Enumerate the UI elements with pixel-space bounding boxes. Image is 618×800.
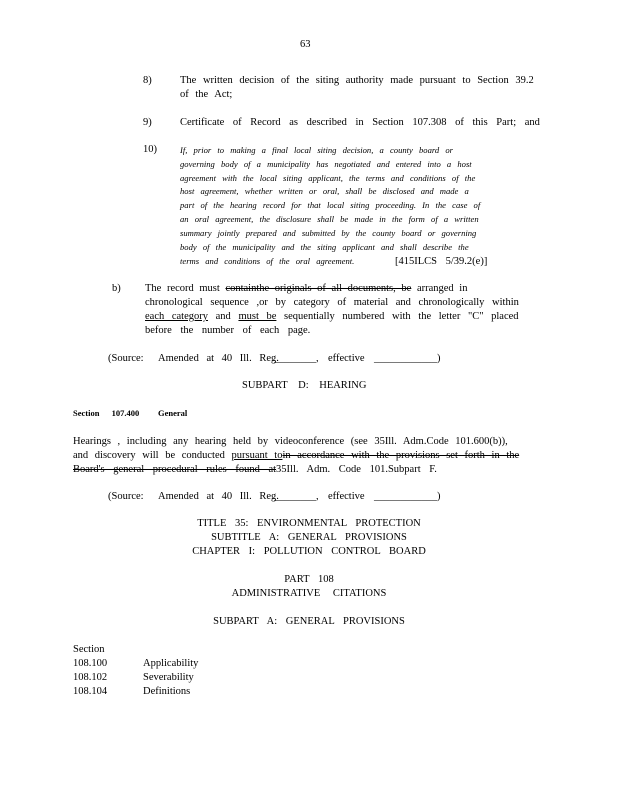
item-b-inserted-text: each category [145, 311, 209, 322]
section-list-number: 108.104 [73, 686, 108, 697]
item-b-deleted-text: containthe originals of all documents, be [225, 283, 412, 294]
hearings-line2 [73, 449, 519, 462]
source-effective: effective [328, 353, 365, 364]
item-b-text: sequentially numbered with the letter "C" placed [276, 311, 519, 322]
section-list-number: 108.100 [73, 658, 108, 669]
item-8-line2: of the Act; [180, 89, 233, 100]
item-b-text: The record must [145, 283, 226, 294]
item-b-number: b) [112, 283, 121, 294]
item-b-line1 [145, 282, 467, 295]
item-b-text: arranged in [411, 283, 468, 294]
section-list-title: Severability [143, 672, 194, 683]
item-b-inserted-text: must be [238, 311, 277, 322]
item-9-line1: Certificate of Record as described in Section 107.308 of this Part; and [180, 117, 540, 128]
item-10-line: part of the hearing record for that local siting proceeding. In the case of [180, 200, 481, 210]
hearings-text: 35Ill. Adm. Code 101.Subpart F. [276, 464, 437, 475]
item-10-line: governing body of a municipality has negotiated and entered into a host [180, 159, 472, 169]
source-register-blank: ________, [274, 491, 319, 502]
source-amended: Amended at 40 Ill. Reg. [158, 353, 279, 364]
item-8-line1: The written decision of the siting authority made pursuant to Section 39.2 [180, 75, 534, 86]
source-label: (Source: [108, 353, 144, 364]
item-b-line4: before the number of each page. [145, 325, 311, 336]
part-number: PART 108 [284, 574, 334, 585]
part-title: ADMINISTRATIVE CITATIONS [231, 588, 387, 599]
item-b-line3 [145, 310, 519, 323]
section-list-title: Definitions [143, 686, 191, 697]
page-number: 63 [300, 39, 311, 50]
item-10-line: agreement with the local siting applicant, the terms and conditions of the [180, 173, 476, 183]
section-title: General [158, 408, 188, 418]
source-date-blank: ____________) [374, 491, 441, 502]
item-10-line: an oral agreement, the disclosure shall be made in the form of a written [180, 214, 479, 224]
subpart-d-heading: SUBPART D: HEARING [242, 380, 367, 391]
section-number: Section 107.400 [73, 408, 140, 418]
hearings-deleted-text: in accordance with the provisions set forth in the [282, 450, 520, 461]
item-10-citation: [415ILCS 5/39.2(e)] [395, 256, 488, 267]
item-10-number: 10) [143, 144, 157, 155]
hearings-line3 [73, 463, 437, 476]
subpart-a-heading: SUBPART A: GENERAL PROVISIONS [213, 616, 405, 627]
section-list-heading: Section [73, 644, 105, 655]
title-line: TITLE 35: ENVIRONMENTAL PROTECTION [197, 518, 421, 529]
chapter-line: CHAPTER I: POLLUTION CONTROL BOARD [192, 546, 426, 557]
hearings-text: and discovery will be conducted [73, 450, 232, 461]
source-effective: effective [328, 491, 365, 502]
item-10-line: If, prior to making a final local siting decision, a county board or [180, 145, 454, 155]
section-list-number: 108.102 [73, 672, 108, 683]
source-amended: Amended at 40 Ill. Reg. [158, 491, 279, 502]
item-9-number: 9) [143, 117, 152, 128]
source-register-blank: ________, [274, 353, 319, 364]
hearings-inserted-text: pursuant to [231, 450, 283, 461]
item-b-line2: chronological sequence ,or by category of material and chronologically within [145, 297, 519, 308]
item-10-line: body of the municipality and the siting applicant and shall describe the [180, 242, 469, 252]
source-date-blank: ____________) [374, 353, 441, 364]
source-label: (Source: [108, 491, 144, 502]
subtitle-line: SUBTITLE A: GENERAL PROVISIONS [211, 532, 407, 543]
item-b-text: and [208, 311, 239, 322]
item-10-line: host agreement, whether written or oral, shall be disclosed and made a [180, 186, 469, 196]
item-8-number: 8) [143, 75, 152, 86]
item-10-line: summary jointly prepared and submitted by the county board or governing [180, 228, 477, 238]
section-list-title: Applicability [143, 658, 199, 669]
hearings-line1: Hearings , including any hearing held by videoconference (see 35Ill. Adm.Code 101.600(b)), [73, 436, 508, 447]
hearings-deleted-text: Board's general procedural rules found at [73, 464, 277, 475]
item-10-line: terms and conditions of the oral agreement. [180, 256, 355, 266]
